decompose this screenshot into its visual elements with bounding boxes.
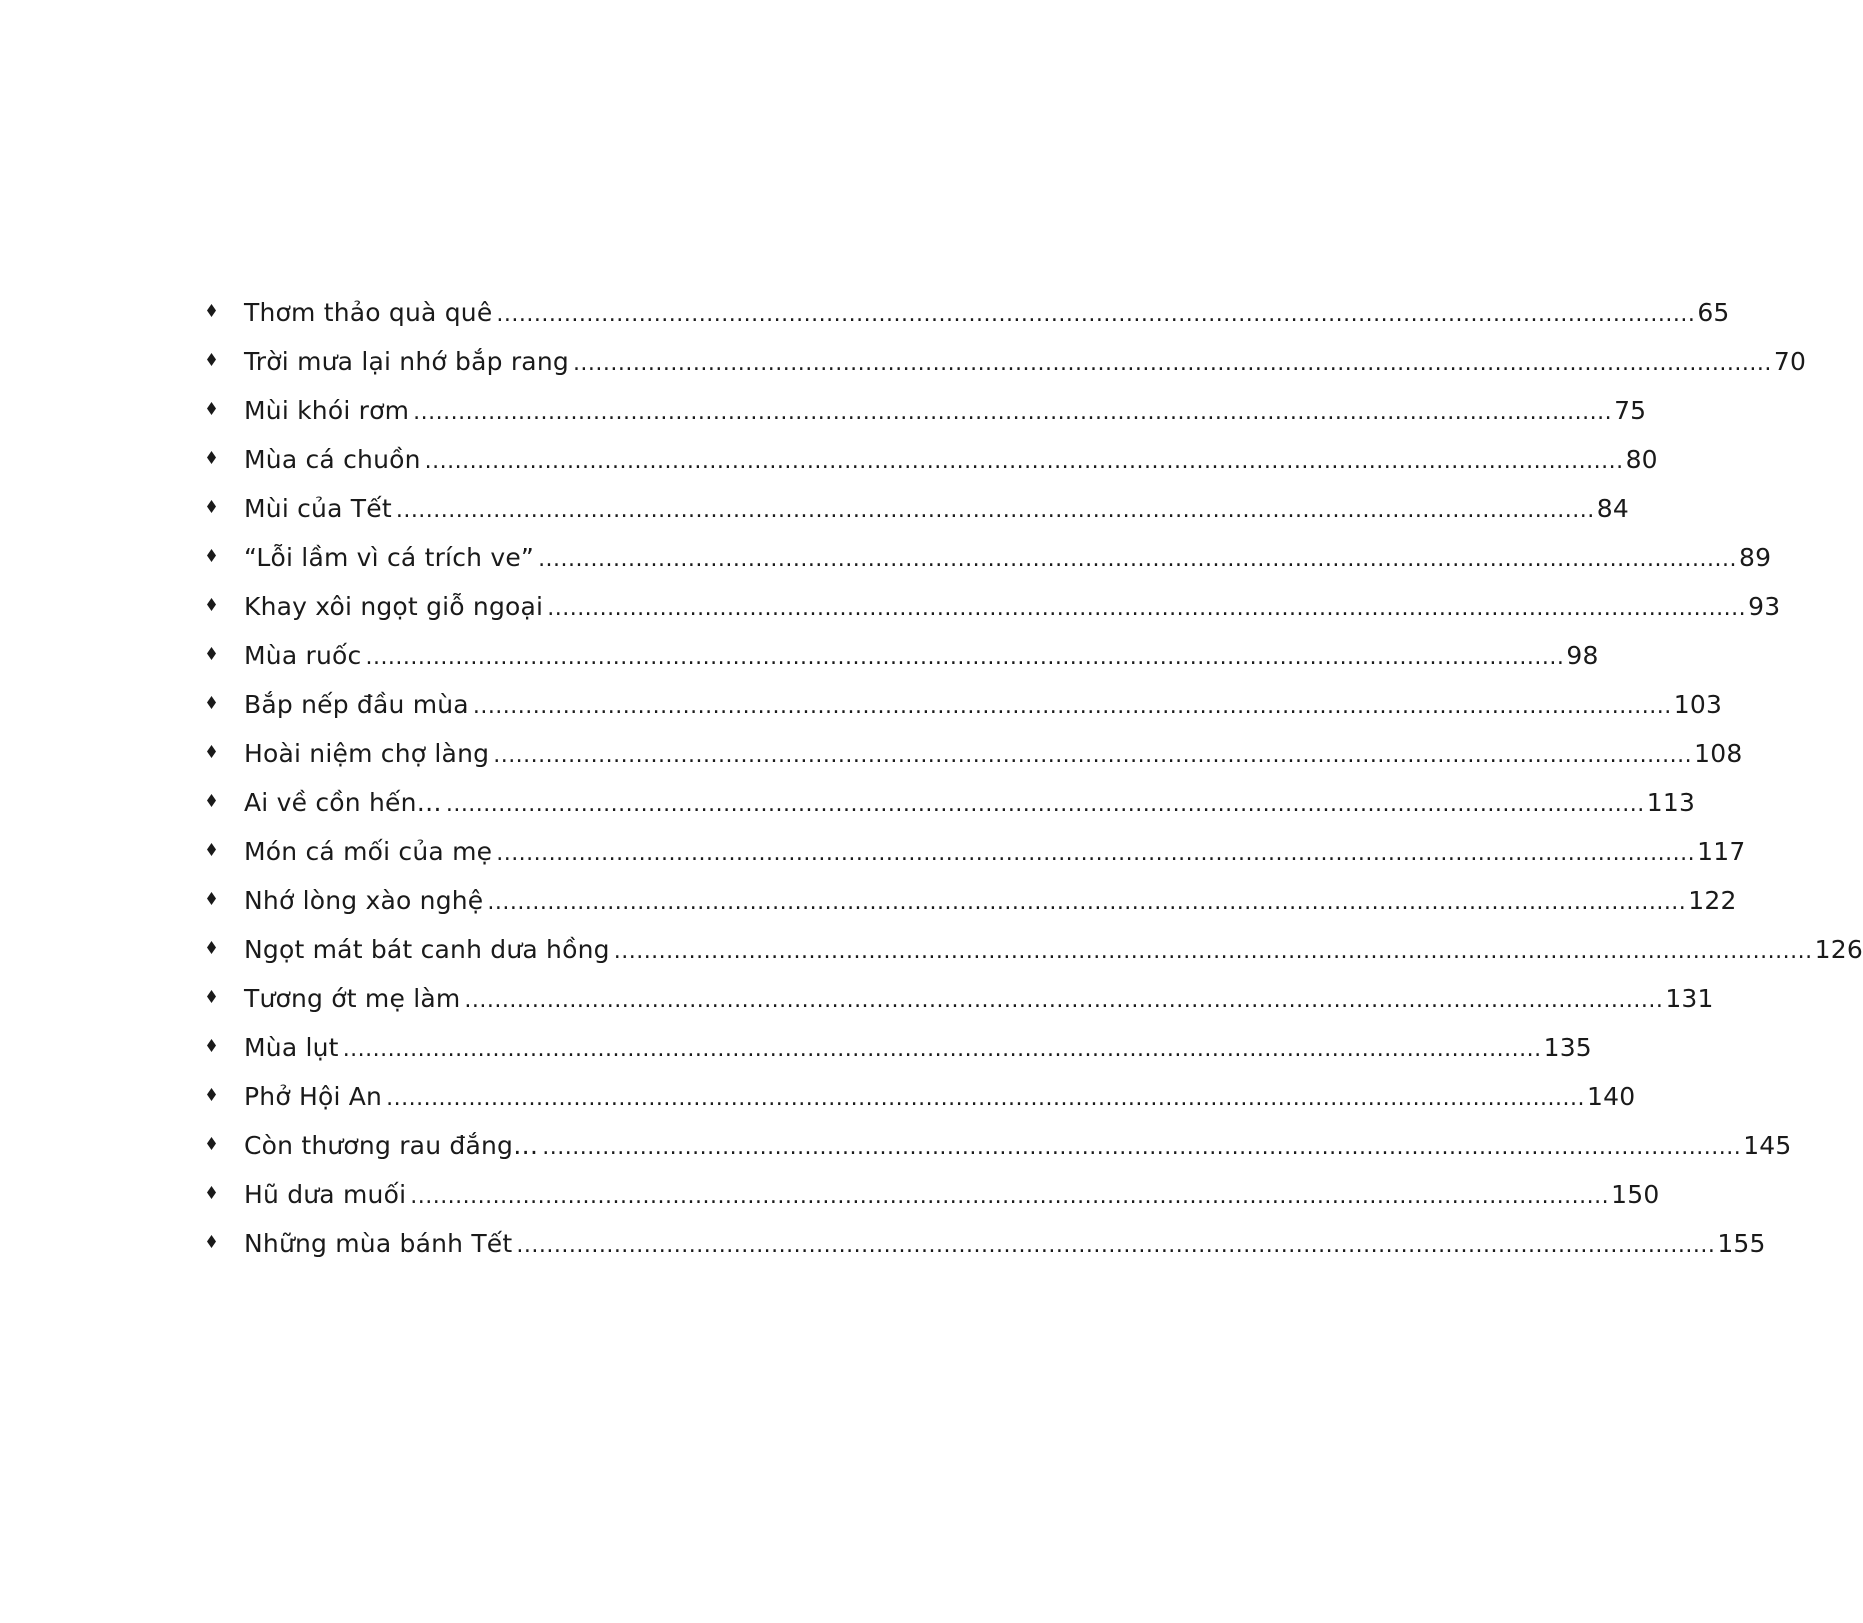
toc-entry [0, 339, 1807, 388]
toc-entry-title: Ai về cồn hến… [244, 788, 442, 817]
diamond-bullet-icon [207, 402, 216, 415]
toc-entry-title: Mùa ruốc [244, 641, 362, 670]
dot-leader: ................................................................................................................................................................ [496, 302, 1696, 327]
toc-entry-title: Trời mưa lại nhớ bắp rang [244, 347, 569, 376]
toc-entry-title: Thơm thảo quà quê [244, 298, 493, 327]
diamond-bullet-icon [207, 304, 216, 317]
toc-entry [0, 927, 1863, 976]
diamond-bullet-icon [207, 892, 216, 905]
toc-entry-title: Phở Hội An [244, 1082, 383, 1111]
toc-entry-page: 131 [1665, 984, 1714, 1013]
toc-entry [0, 878, 1737, 927]
diamond-bullet-icon [207, 1186, 216, 1199]
diamond-bullet-icon [207, 451, 216, 464]
toc-entry [0, 682, 1723, 731]
toc-entry-page: 65 [1697, 298, 1730, 327]
toc-entry-page: 117 [1697, 837, 1746, 866]
toc-entry-title: Tương ớt mẹ làm [244, 984, 461, 1013]
diamond-bullet-icon [207, 696, 216, 709]
toc-entry-page: 75 [1614, 396, 1647, 425]
toc-entry [0, 584, 1781, 633]
toc-entry-page: 98 [1566, 641, 1599, 670]
toc-entry-page: 150 [1611, 1180, 1660, 1209]
diamond-bullet-icon [207, 1235, 216, 1248]
toc-entry-page: 89 [1738, 543, 1772, 572]
dot-leader: ................................................................................................................................................................ [613, 939, 1813, 964]
dot-leader: ................................................................................................................................................................ [496, 841, 1696, 866]
toc-entry [0, 1123, 1792, 1172]
dot-leader: ................................................................................................................................................................ [572, 351, 1772, 376]
toc-entry-page: 155 [1717, 1229, 1766, 1258]
toc-entry-page: 80 [1625, 445, 1658, 474]
toc-entry-title: Mùi của Tết [244, 494, 392, 523]
diamond-bullet-icon [207, 843, 216, 856]
diamond-bullet-icon [207, 745, 216, 758]
toc-entry [0, 780, 1696, 829]
diamond-bullet-icon [207, 1088, 216, 1101]
diamond-bullet-icon [207, 647, 216, 660]
dot-leader: ................................................................................................................................................................ [365, 645, 1565, 670]
toc-entry-page: 135 [1543, 1033, 1592, 1062]
toc-entry-page: 126 [1814, 935, 1863, 964]
dot-leader: ................................................................................................................................................................ [464, 988, 1664, 1013]
diamond-bullet-icon [207, 500, 216, 513]
toc-entry-page: 140 [1587, 1082, 1636, 1111]
diamond-bullet-icon [207, 1039, 216, 1052]
dot-leader: ................................................................................................................................................................ [542, 1135, 1742, 1160]
toc-entry-title: Mùi khói rơm [244, 396, 410, 425]
toc-entry [0, 1025, 1592, 1074]
dot-leader: ................................................................................................................................................................ [493, 743, 1693, 768]
diamond-bullet-icon [207, 941, 216, 954]
dot-leader: ................................................................................................................................................................ [538, 547, 1737, 572]
diamond-bullet-icon [207, 990, 216, 1003]
dot-leader: ................................................................................................................................................................ [472, 694, 1672, 719]
toc-entry [0, 535, 1772, 584]
toc-entry [0, 486, 1629, 535]
toc-entry [0, 1074, 1636, 1123]
toc-entry [0, 388, 1647, 437]
toc-entry-page: 122 [1688, 886, 1737, 915]
dot-leader: ................................................................................................................................................................ [424, 449, 1624, 474]
dot-leader: ................................................................................................................................................................ [342, 1037, 1542, 1062]
toc-entry [0, 633, 1599, 682]
toc-entry [0, 437, 1658, 486]
toc-entry-title: Mùa lụt [244, 1033, 339, 1062]
toc-entry-page: 93 [1748, 592, 1781, 621]
toc-entry-page: 108 [1694, 739, 1743, 768]
diamond-bullet-icon [207, 598, 216, 611]
toc-entry-title: “Lỗi lầm vì cá trích ve” [244, 543, 535, 572]
dot-leader: ................................................................................................................................................................ [445, 792, 1645, 817]
toc-entry [0, 290, 1730, 339]
diamond-bullet-icon [207, 549, 216, 562]
toc-entry-title: Nhớ lòng xào nghệ [244, 886, 484, 915]
dot-leader: ................................................................................................................................................................ [413, 400, 1613, 425]
dot-leader: ................................................................................................................................................................ [547, 596, 1747, 621]
dot-leader: ................................................................................................................................................................ [395, 498, 1595, 523]
diamond-bullet-icon [207, 794, 216, 807]
toc-entry-title: Những mùa bánh Tết [244, 1229, 513, 1258]
toc-entry [0, 731, 1743, 780]
toc-entry [0, 1221, 1766, 1270]
dot-leader: ................................................................................................................................................................ [410, 1184, 1610, 1209]
toc-entry-page: 113 [1646, 788, 1696, 817]
diamond-bullet-icon [207, 353, 216, 366]
toc-entry [0, 1172, 1660, 1221]
toc-entry-page: 70 [1773, 347, 1807, 376]
toc-entry [0, 976, 1714, 1025]
toc-entry-page: 103 [1673, 690, 1723, 719]
diamond-bullet-icon [207, 1137, 216, 1150]
toc-entry-title: Mùa cá chuồn [244, 445, 421, 474]
toc-entry-title: Hoài niệm chợ làng [244, 739, 490, 768]
dot-leader: ................................................................................................................................................................ [487, 890, 1687, 915]
toc-entry-title: Ngọt mát bát canh dưa hồng [244, 935, 610, 964]
toc-entry-page: 84 [1596, 494, 1629, 523]
toc-entry-title: Hũ dưa muối [244, 1180, 407, 1209]
toc-entry-page: 145 [1743, 1131, 1792, 1160]
dot-leader: ................................................................................................................................................................ [516, 1233, 1716, 1258]
toc-entry-title: Bắp nếp đầu mùa [244, 690, 469, 719]
table-of-contents [0, 290, 1863, 1270]
toc-entry-title: Khay xôi ngọt giỗ ngoại [244, 592, 544, 621]
toc-entry-title: Còn thương rau đắng… [244, 1131, 539, 1160]
dot-leader: ................................................................................................................................................................ [386, 1086, 1586, 1111]
toc-entry [0, 829, 1746, 878]
toc-entry-title: Món cá mối của mẹ [244, 837, 493, 866]
